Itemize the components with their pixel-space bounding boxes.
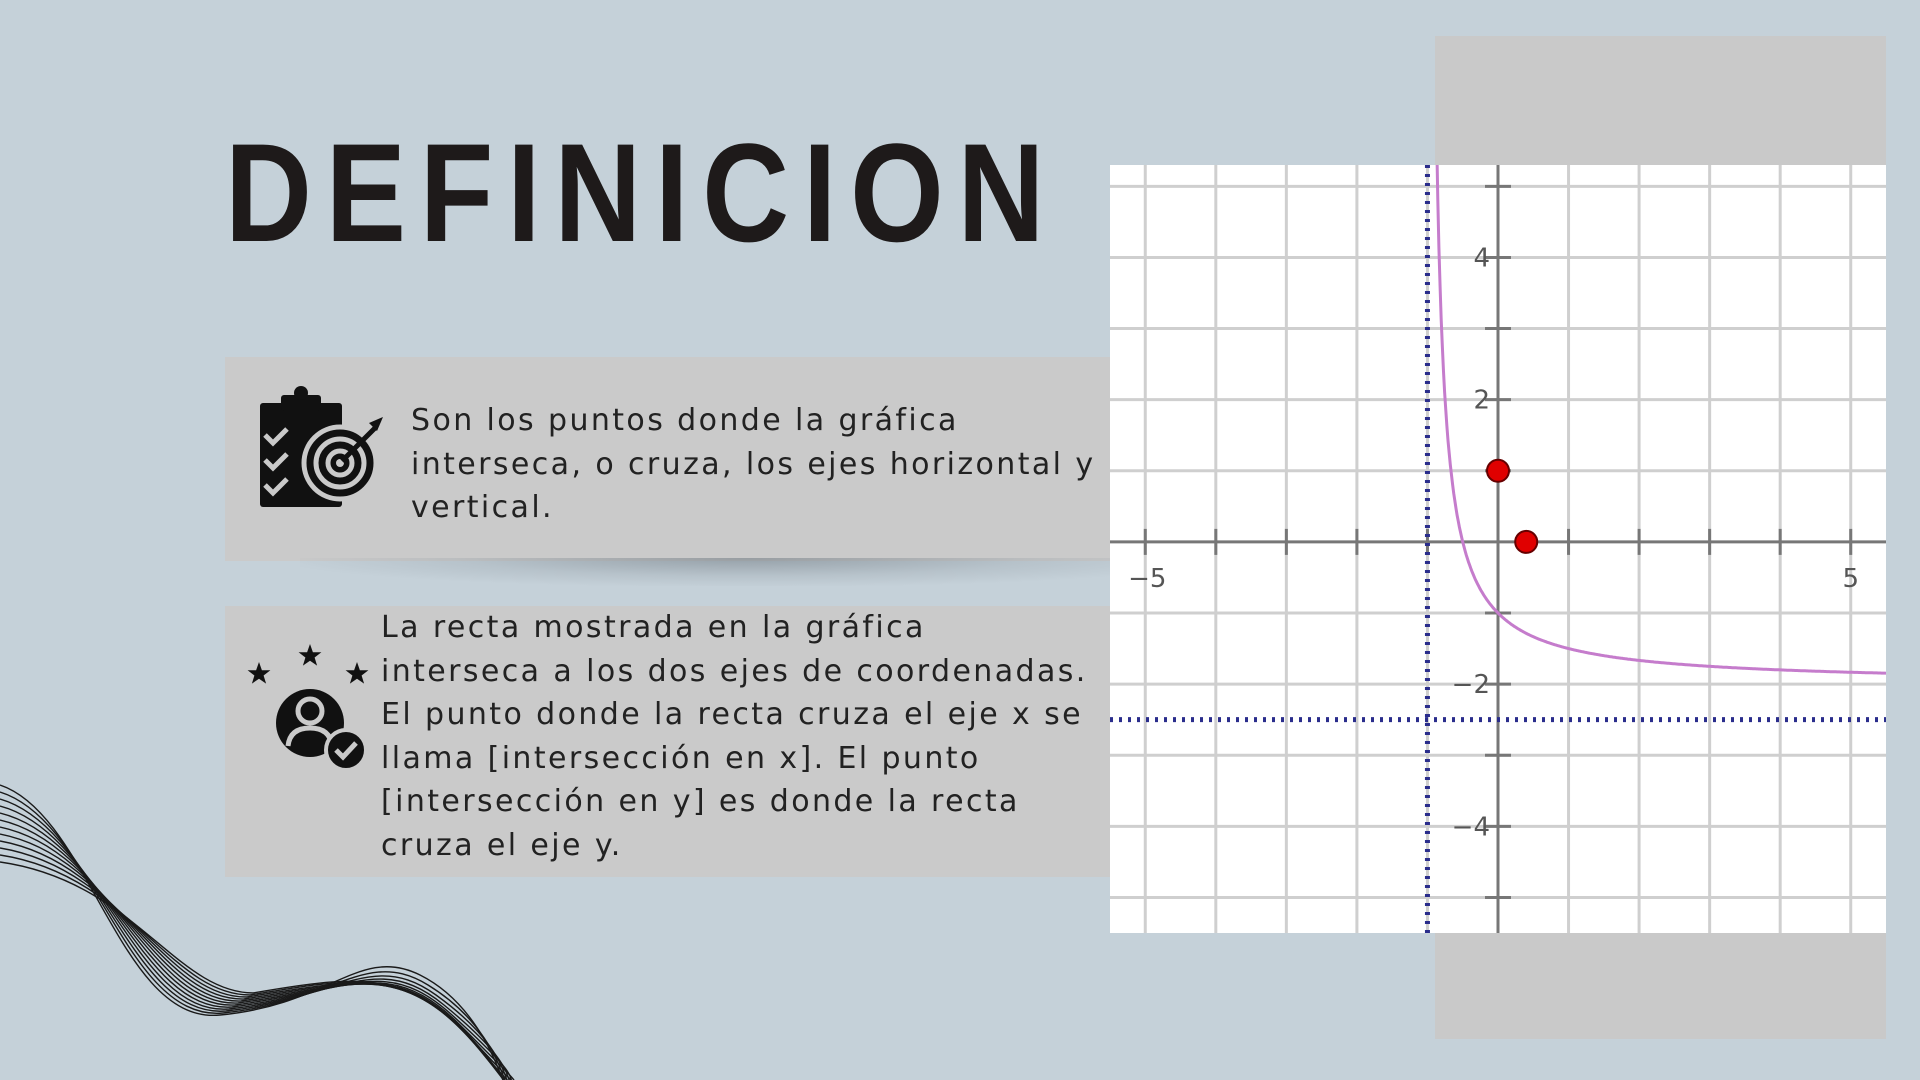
- definition-line: interseca, o cruza, los ejes horizontal y: [411, 446, 1096, 482]
- definition-line: vertical.: [411, 490, 554, 525]
- wave-line: [0, 792, 507, 1080]
- example-line: llama [intersección en x]. El punto: [381, 740, 981, 776]
- wave-line: [0, 862, 520, 1080]
- wave-line: [0, 806, 511, 1080]
- intercepts-graph: [1110, 165, 1886, 933]
- definition-line: Son los puntos donde la gráfica: [411, 403, 959, 438]
- user-rating-icon: [247, 644, 373, 772]
- y-tick-label: −4: [1451, 812, 1490, 843]
- wave-line: [0, 820, 515, 1080]
- slide-title: DEFINICION: [225, 114, 1059, 271]
- y-tick-label: 4: [1473, 243, 1490, 274]
- decorative-wave-lines: [0, 775, 520, 1080]
- x-tick-label: 5: [1842, 563, 1860, 594]
- card-shadow: [300, 558, 1110, 586]
- wave-line: [0, 813, 513, 1080]
- wave-line: [0, 841, 520, 1080]
- y-tick-label: −2: [1451, 670, 1490, 701]
- y-tick-label: 2: [1473, 385, 1490, 416]
- x-tick-label: −5: [1128, 563, 1167, 594]
- wave-line: [0, 855, 520, 1080]
- wave-line: [0, 799, 509, 1080]
- example-line: La recta mostrada en la gráfica: [381, 610, 926, 645]
- definition-card: [225, 357, 1111, 561]
- example-line: cruza el eje y.: [381, 827, 623, 863]
- graph-svg: [1110, 165, 1886, 933]
- wave-line: [0, 834, 520, 1080]
- example-line: El punto donde la recta cruza el eje x se: [381, 697, 1083, 732]
- intercept-point: [1487, 460, 1509, 482]
- wave-line: [0, 785, 505, 1080]
- definition-text: [411, 399, 1095, 530]
- example-line: [intersección en y] es donde la recta: [381, 784, 1020, 819]
- example-line: interseca a los dos ejes de coordenadas.: [381, 653, 1088, 689]
- clipboard-target-icon: [257, 385, 385, 510]
- intercept-point: [1515, 531, 1537, 553]
